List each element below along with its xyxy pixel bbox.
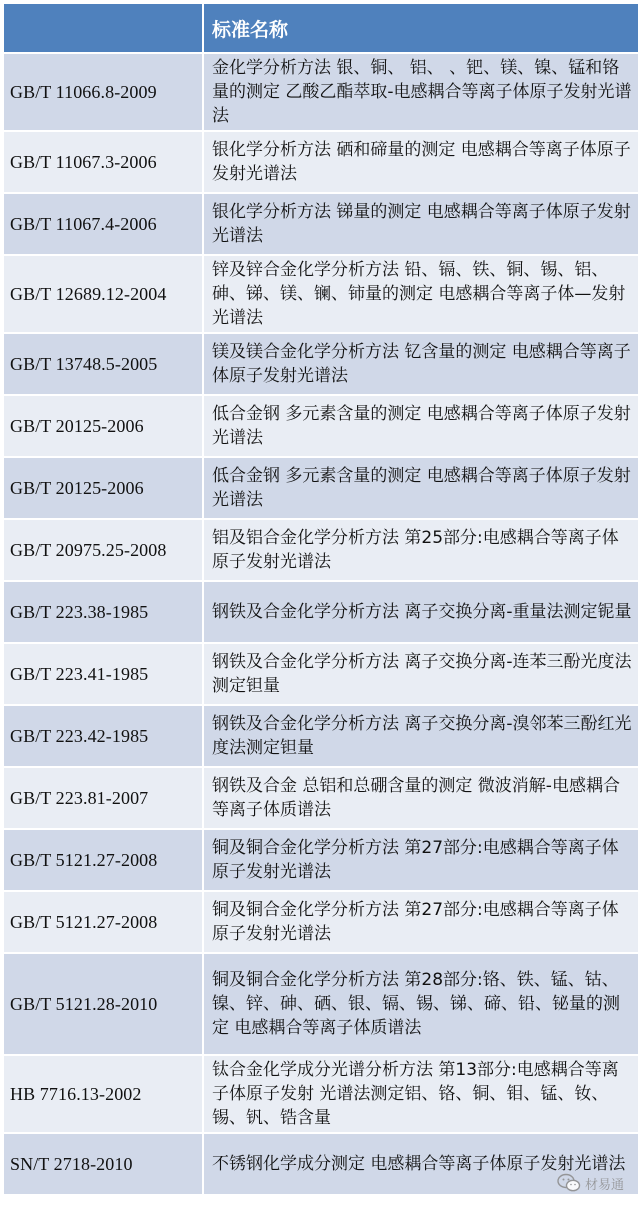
standard-name-cell: 铜及铜合金化学分析方法 第27部分:电感耦合等离子体原子发射光谱法	[203, 891, 639, 953]
standard-name-cell: 低合金钢 多元素含量的测定 电感耦合等离子体原子发射光谱法	[203, 395, 639, 457]
table-row	[3, 829, 639, 891]
standard-name-cell: 铜及铜合金化学分析方法 第28部分:铬、铁、锰、钴、镍、锌、砷、硒、银、镉、锡、锑、碲、铅、铋量的测定 电感耦合等离子体质谱法	[203, 953, 639, 1055]
table-body	[3, 53, 639, 1195]
table-row	[3, 395, 639, 457]
standard-code-cell: GB/T 5121.27-2008	[3, 891, 203, 953]
standards-table	[2, 2, 640, 1196]
standard-code-cell: GB/T 223.41-1985	[3, 643, 203, 705]
standard-name-cell: 不锈钢化学成分测定 电感耦合等离子体原子发射光谱法	[203, 1133, 639, 1195]
standard-name-cell: 锌及锌合金化学分析方法 铅、镉、铁、铜、锡、铝、砷、锑、镁、镧、铈量的测定 电感耦合等离子体—发射光谱法	[203, 255, 639, 333]
column-header-code	[3, 3, 203, 53]
standard-code-cell: HB 7716.13-2002	[3, 1055, 203, 1133]
table-row	[3, 457, 639, 519]
standard-name-cell: 铜及铜合金化学分析方法 第27部分:电感耦合等离子体原子发射光谱法	[203, 829, 639, 891]
table-row	[3, 705, 639, 767]
standard-code-cell: GB/T 13748.5-2005	[3, 333, 203, 395]
table-header-row	[3, 3, 639, 53]
table-row	[3, 1133, 639, 1195]
table-row	[3, 581, 639, 643]
standard-code-cell: GB/T 5121.28-2010	[3, 953, 203, 1055]
standard-code-cell: GB/T 11066.8-2009	[3, 53, 203, 131]
standard-name-cell: 低合金钢 多元素含量的测定 电感耦合等离子体原子发射光谱法	[203, 457, 639, 519]
standard-code-cell: GB/T 5121.27-2008	[3, 829, 203, 891]
standard-code-cell: GB/T 12689.12-2004	[3, 255, 203, 333]
standard-name-cell: 钢铁及合金化学分析方法 离子交换分离-连苯三酚光度法测定钽量	[203, 643, 639, 705]
table-row	[3, 255, 639, 333]
table-row	[3, 767, 639, 829]
standard-name-cell: 钢铁及合金化学分析方法 离子交换分离-溴邻苯三酚红光度法测定钽量	[203, 705, 639, 767]
column-header-name: 标准名称	[203, 3, 639, 53]
watermark	[557, 1173, 624, 1193]
standard-code-cell: GB/T 223.42-1985	[3, 705, 203, 767]
standard-name-cell: 钢铁及合金化学分析方法 离子交换分离-重量法测定铌量	[203, 581, 639, 643]
standard-name-cell: 铝及铝合金化学分析方法 第25部分:电感耦合等离子体原子发射光谱法	[203, 519, 639, 581]
table-row	[3, 643, 639, 705]
table-row	[3, 1055, 639, 1133]
standard-code-cell: GB/T 20975.25-2008	[3, 519, 203, 581]
standard-code-cell: GB/T 20125-2006	[3, 457, 203, 519]
table-row	[3, 953, 639, 1055]
wechat-icon	[557, 1173, 581, 1193]
table-row	[3, 519, 639, 581]
standard-name-cell: 钛合金化学成分光谱分析方法 第13部分:电感耦合等离子体原子发射 光谱法测定铝、铬、铜、钼、锰、钕、锡、钒、锆含量	[203, 1055, 639, 1133]
standard-code-cell: GB/T 11067.3-2006	[3, 131, 203, 193]
standard-code-cell: GB/T 11067.4-2006	[3, 193, 203, 255]
table-row	[3, 53, 639, 131]
watermark-text: 材易通	[584, 1177, 624, 1193]
standard-name-cell: 银化学分析方法 锑量的测定 电感耦合等离子体原子发射光谱法	[203, 193, 639, 255]
standard-name-cell: 钢铁及合金 总铝和总硼含量的测定 微波消解-电感耦合等离子体质谱法	[203, 767, 639, 829]
standard-name-cell: 金化学分析方法 银、铜、 铝、 、钯、镁、镍、锰和铬量的测定 乙酸乙酯萃取-电感耦合等离子体原子发射光谱法	[203, 53, 639, 131]
standard-code-cell: SN/T 2718-2010	[3, 1133, 203, 1195]
standard-code-cell: GB/T 223.81-2007	[3, 767, 203, 829]
table-row	[3, 333, 639, 395]
standard-code-cell: GB/T 20125-2006	[3, 395, 203, 457]
standard-name-cell: 银化学分析方法 硒和碲量的测定 电感耦合等离子体原子发射光谱法	[203, 131, 639, 193]
table-row	[3, 891, 639, 953]
standard-code-cell: GB/T 223.38-1985	[3, 581, 203, 643]
table-row	[3, 193, 639, 255]
standard-name-cell: 镁及镁合金化学分析方法 钇含量的测定 电感耦合等离子体原子发射光谱法	[203, 333, 639, 395]
table-row	[3, 131, 639, 193]
